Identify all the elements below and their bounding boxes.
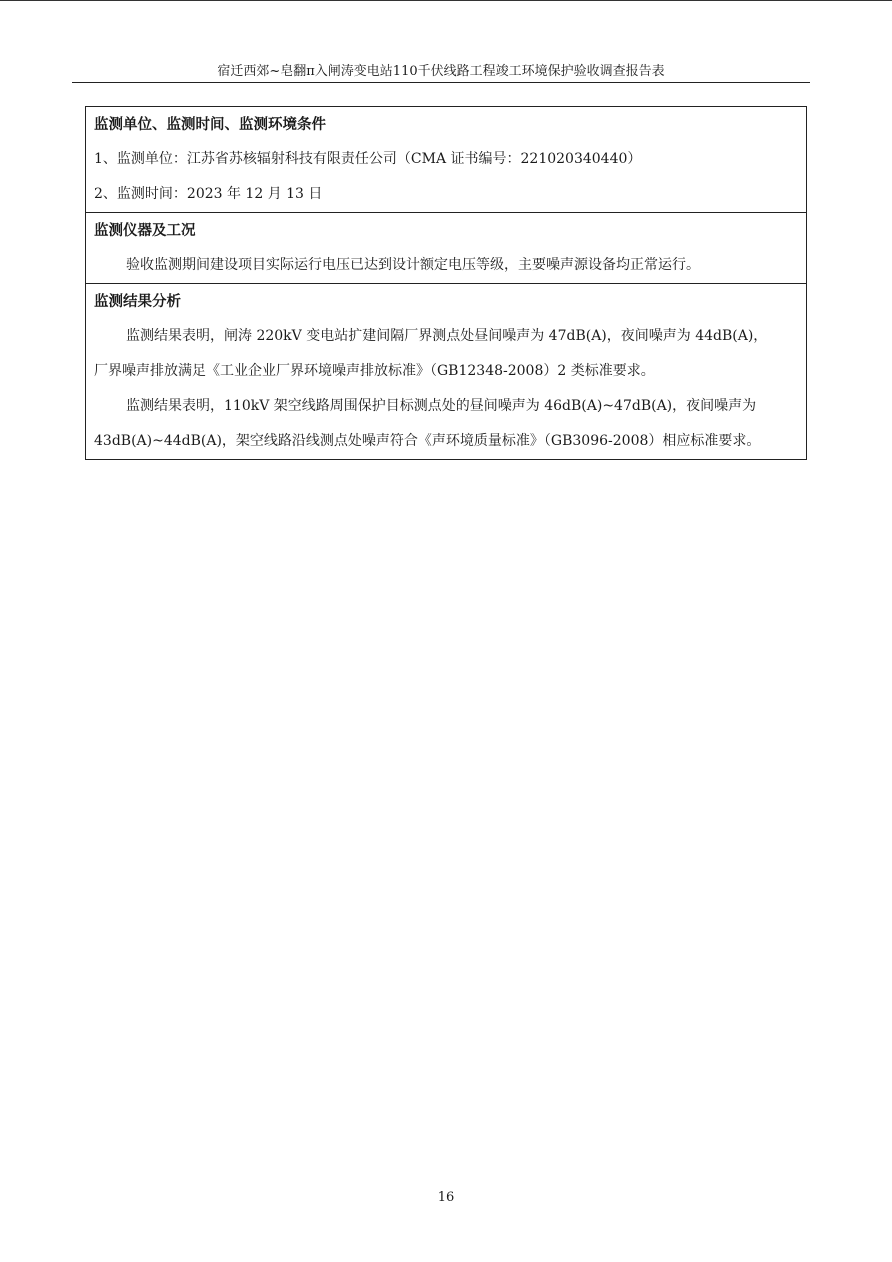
monitoring-unit-line: 1、监测单位：江苏省苏核辐射科技有限责任公司（CMA 证书编号：221020340440）	[94, 151, 642, 167]
section-monitoring-unit	[86, 107, 807, 213]
paragraph-line: 厂界噪声排放满足《工业企业厂界环境噪声排放标准》（GB12348-2008）2 类标准要求。	[94, 363, 655, 379]
page-top-border	[0, 0, 892, 1]
section-title: 监测结果分析	[94, 293, 181, 310]
section-title: 监测单位、监测时间、监测环境条件	[94, 116, 326, 133]
paragraph-line: 43dB(A)~44dB(A)，架空线路沿线测点处噪声符合《声环境质量标准》（GB3096-2008）相应标准要求。	[94, 433, 761, 449]
report-table	[85, 106, 807, 460]
paragraph-line: 监测结果表明，110kV 架空线路周围保护目标测点处的昼间噪声为 46dB(A)~47dB(A)，夜间噪声为	[126, 398, 757, 414]
section-title: 监测仪器及工况	[94, 222, 196, 239]
monitoring-time-line: 2、监测时间：2023 年 12 月 13 日	[94, 186, 323, 202]
page-header-title: 宿迁西郊~皂翻π入闸涛变电站110千伏线路工程竣工环境保护验收调查报告表	[217, 64, 665, 79]
paragraph-line: 验收监测期间建设项目实际运行电压已达到设计额定电压等级，主要噪声源设备均正常运行。	[126, 257, 700, 273]
paragraph-line: 监测结果表明，闸涛 220kV 变电站扩建间隔厂界测点处昼间噪声为 47dB(A)，夜间噪声为 44dB(A)，	[126, 328, 768, 344]
header-divider	[72, 82, 810, 83]
page-number: 16	[437, 1190, 455, 1205]
section-results	[86, 284, 807, 460]
section-instruments	[86, 213, 807, 284]
